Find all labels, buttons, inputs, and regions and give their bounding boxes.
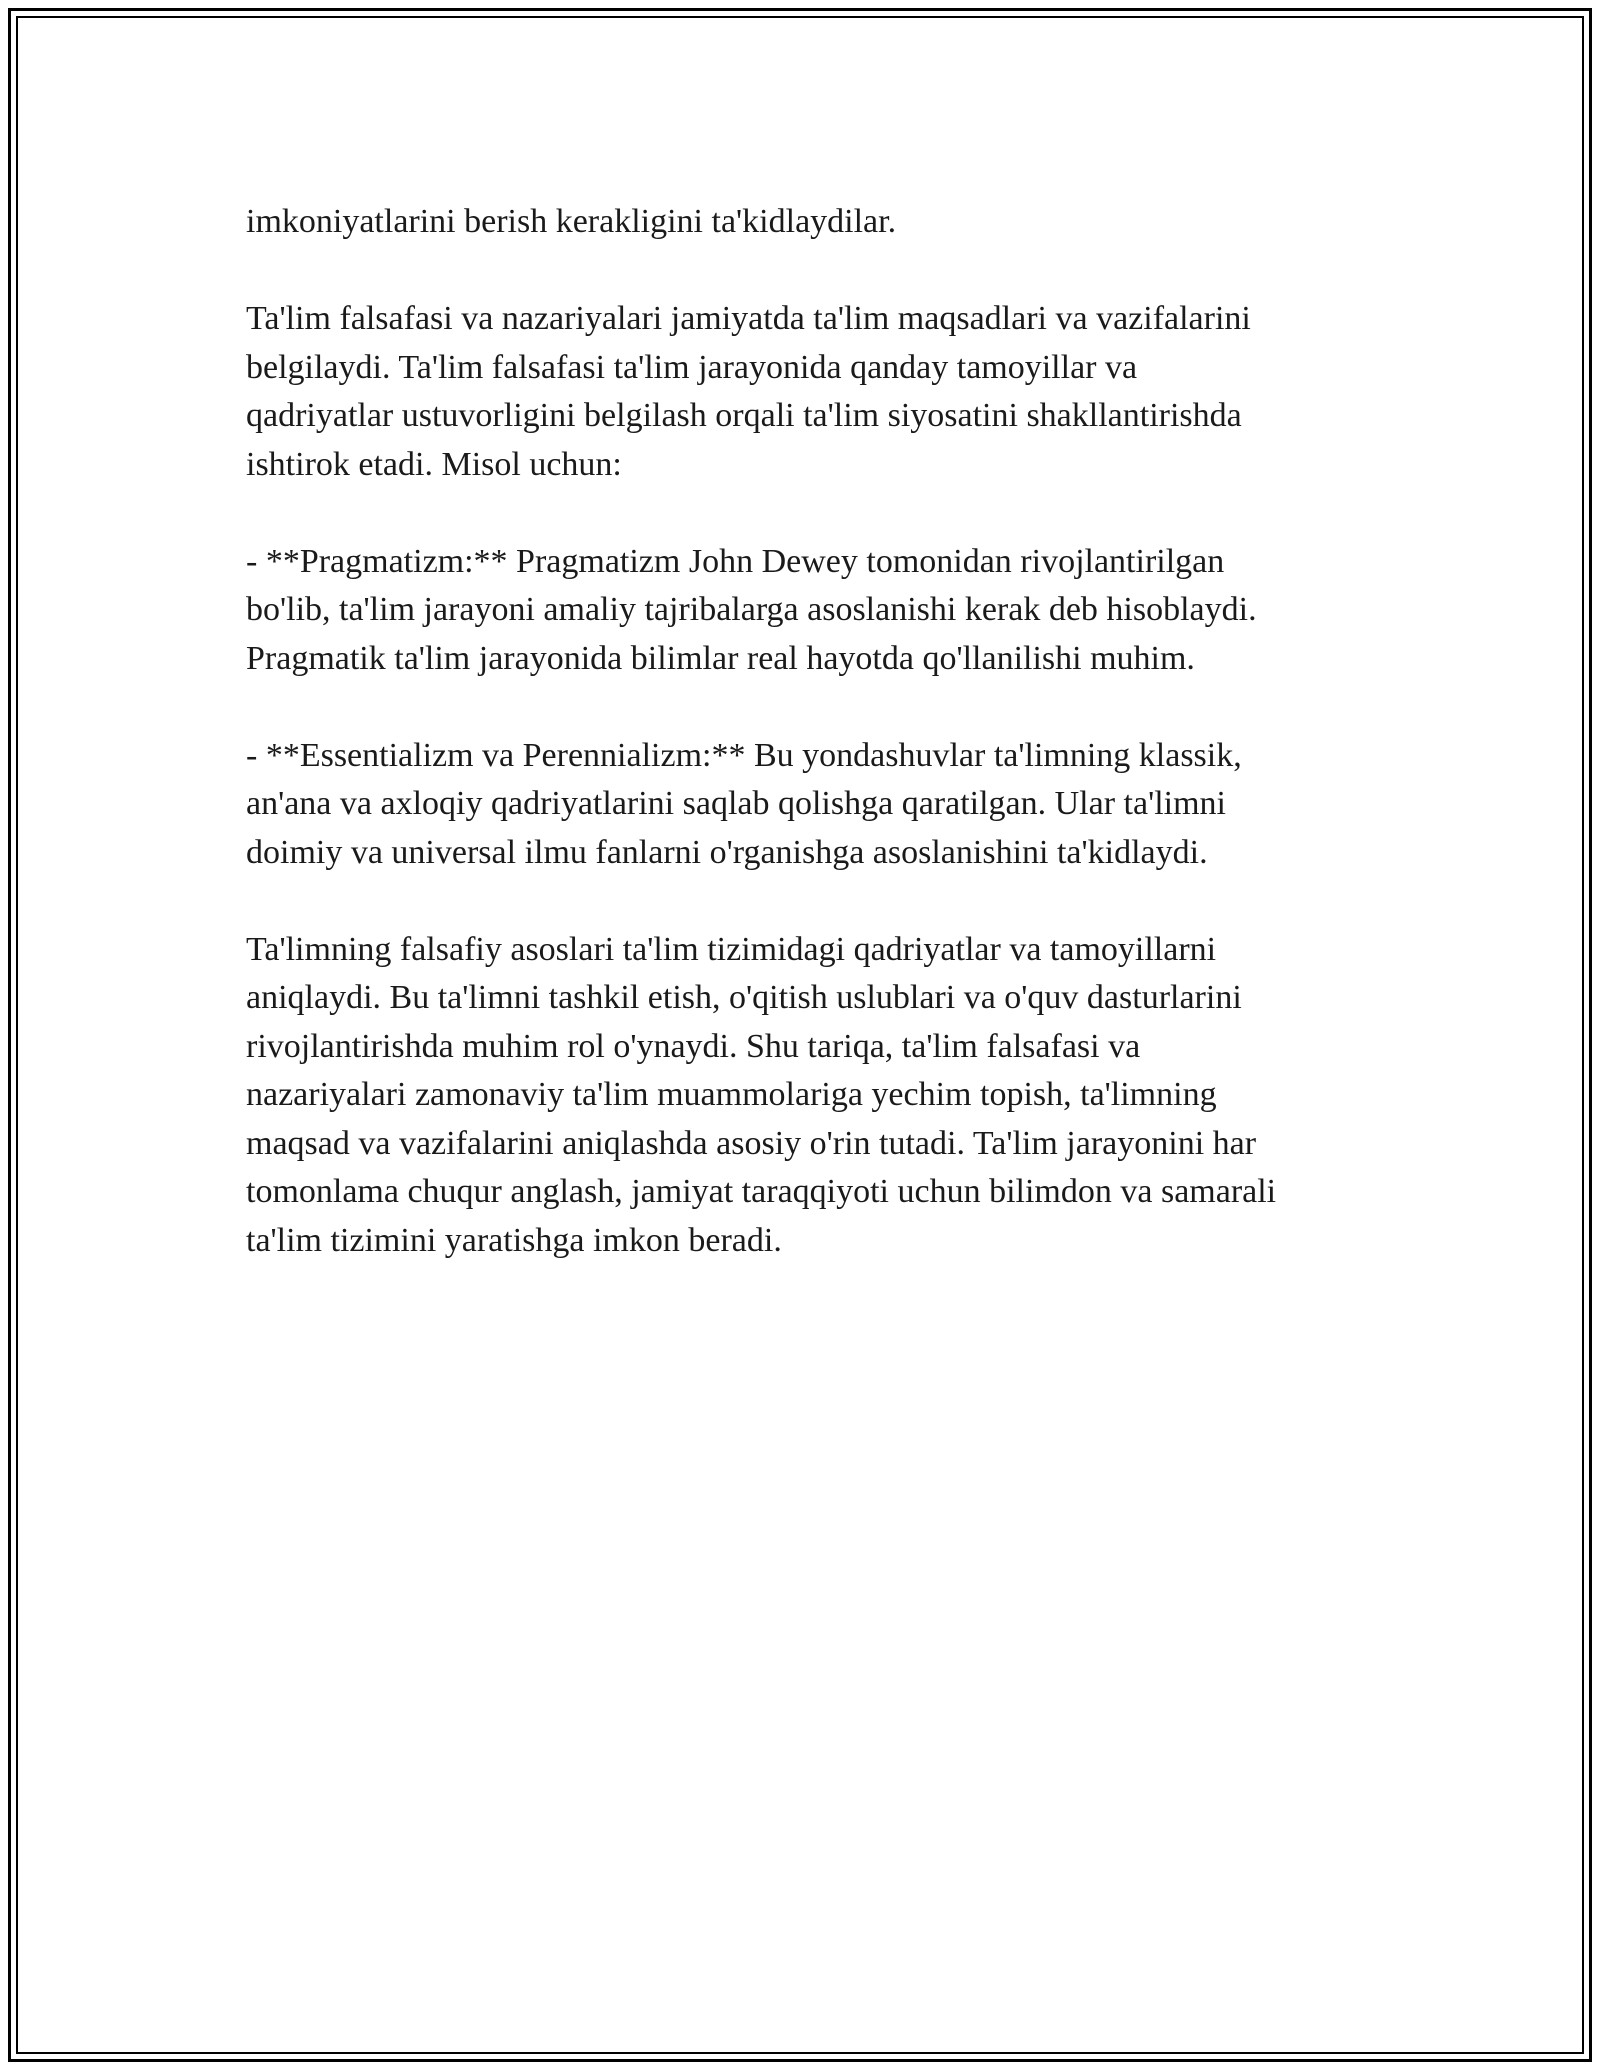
paragraph-essentialism: - **Essentializm va Perennializm:** Bu yondashuvlar ta'limning klassik, an'ana va axloqiy qadriyatlarini saqlab qolishga qaratilgan. Ular ta'limni doimiy va universal ilmu fanlarni o'rganishga asoslanishini ta'kidlaydi. xyxy=(246,736,1242,871)
page-frame xyxy=(8,8,1592,2062)
paragraph-conclusion: Ta'limning falsafiy asoslari ta'lim tizimidagi qadriyatlar va tamoyillarni aniqlaydi. Bu ta'limni tashkil etish, o'qitish uslublari va o'quv dasturlarini rivojlantirishda muhim rol o'ynaydi. Shu tariqa, ta'lim falsafasi va nazariyalari zamonaviy ta'lim muammolariga yechim topish, ta'limning maqsad va vazifalarini aniqlashda asosiy o'rin tutadi. Ta'lim jarayonini har tomonlama chuqur anglash, jamiyat taraqqiyoti uchun bilimdon va samarali ta'lim tizimini yaratishga imkon beradi. xyxy=(246,930,1277,1259)
paragraph-continuation: imkoniyatlarini berish kerakligini ta'kidlaydilar. xyxy=(246,203,897,240)
paragraph-pragmatism: - **Pragmatizm:** Pragmatizm John Dewey tomonidan rivojlantirilgan bo'lib, ta'lim jarayoni amaliy tajribalarga asoslanishi kerak deb hisoblaydi. Pragmatik ta'lim jarayonida bilimlar real hayotda qo'llanilishi muhim. xyxy=(246,542,1257,677)
paragraph-philosophy-intro: Ta'lim falsafasi va nazariyalari jamiyatda ta'lim maqsadlari va vazifalarini belgilaydi. Ta'lim falsafasi ta'lim jarayonida qanday tamoyillar va qadriyatlar ustuvorligini belgilash orqali ta'lim siyosatini shakllantirishda ishtirok etadi. Misol uchun: xyxy=(246,300,1251,483)
document-body xyxy=(246,198,1376,1314)
